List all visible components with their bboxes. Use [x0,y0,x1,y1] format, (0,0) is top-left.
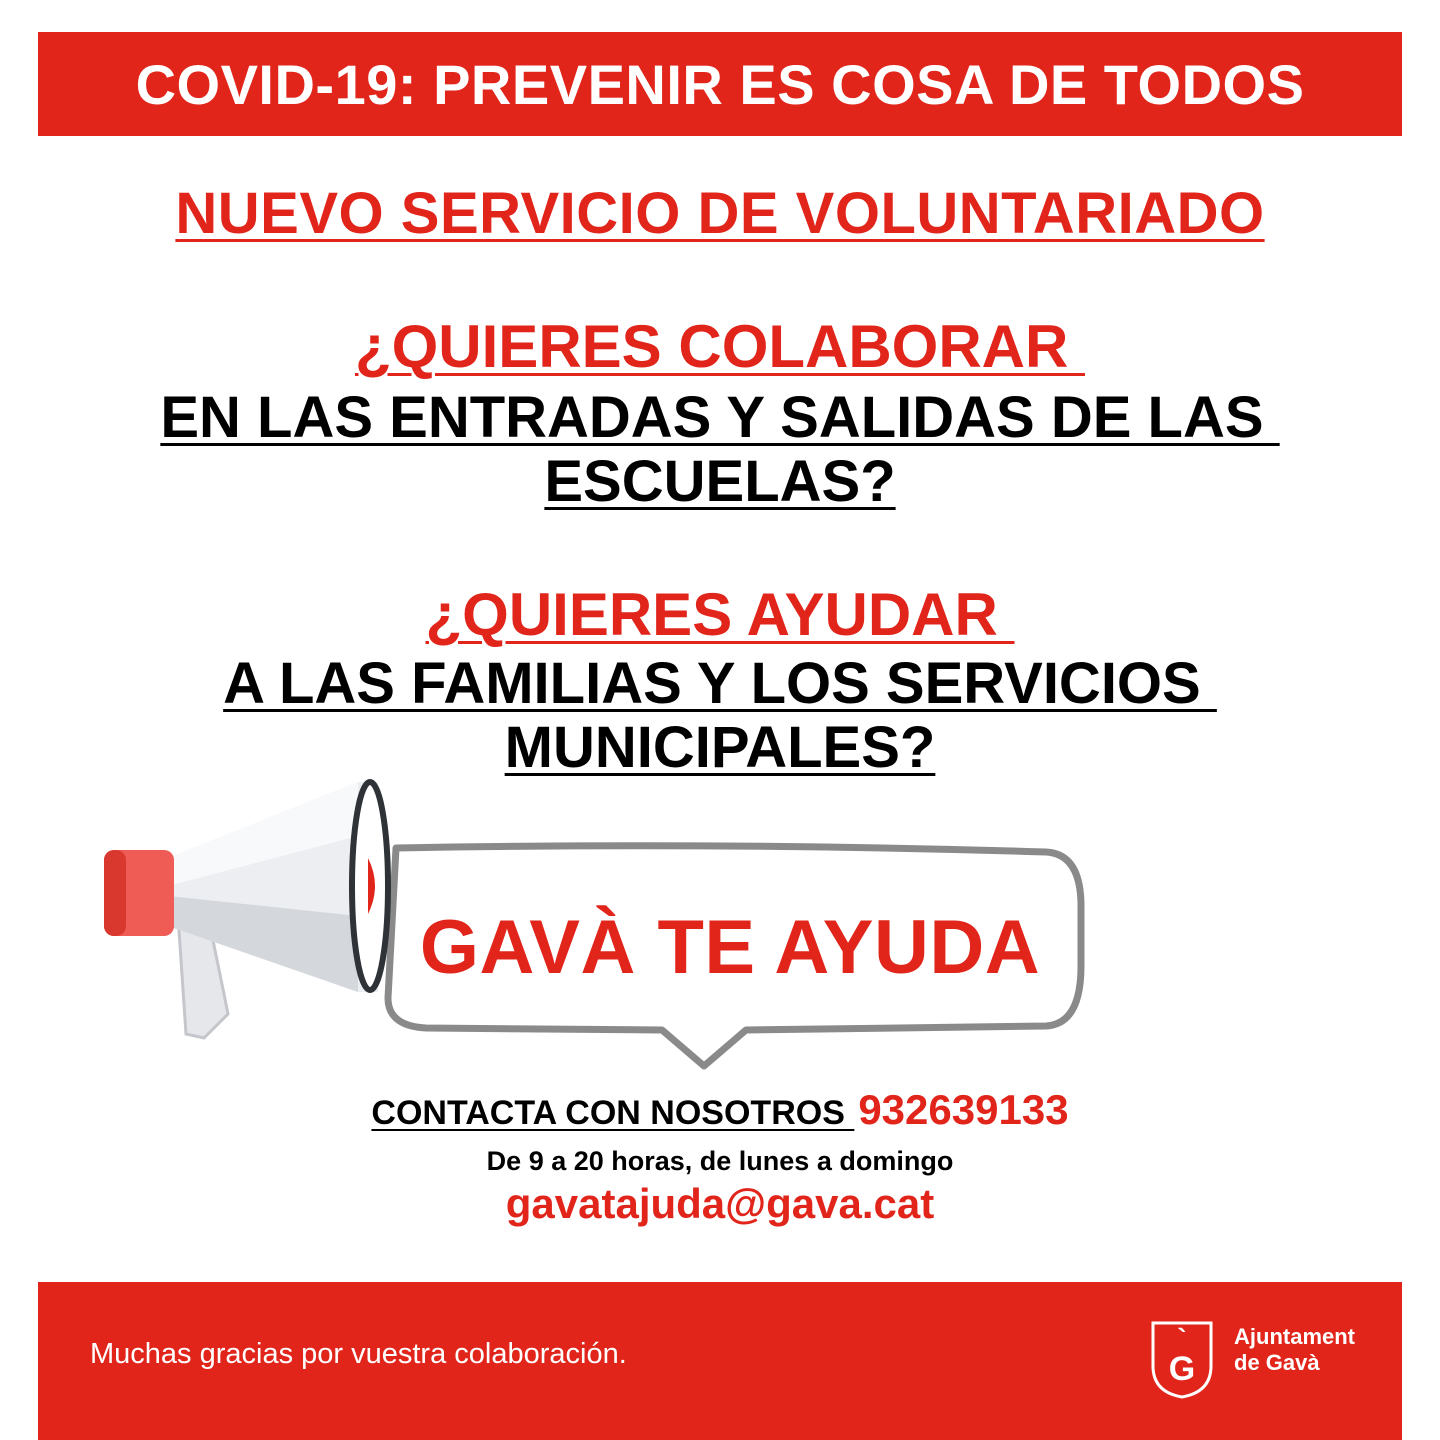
question1-heading [0,312,1440,381]
question2-line2-text: MUNICIPALES? [504,715,936,780]
logo-accent: ` [1177,1323,1187,1354]
banner-title: COVID-19: PREVENIR ES COSA DE TODOS [135,52,1305,116]
contact-line [0,1086,1440,1134]
question2-line2 [0,714,1440,781]
shield-logo-icon [1150,1320,1214,1400]
question2-heading [0,580,1440,649]
contact-label: CONTACTA CON NOSOTROS [371,1094,855,1132]
question1-line1-text: EN LAS ENTRADAS Y SALIDAS DE LAS [160,385,1280,450]
service-title [0,180,1440,247]
contact-phone[interactable]: 932639133 [858,1086,1069,1133]
megaphone-red-cap-shade [104,850,126,936]
question2-line1-text: A LAS FAMILIAS Y LOS SERVICIOS [223,651,1217,716]
logo-text [1234,1324,1355,1376]
question1-line1 [0,384,1440,451]
question2-line1 [0,650,1440,717]
thanks-text: Muchas gracias por vuestra colaboración. [90,1338,627,1370]
ajuntament-logo [1150,1320,1355,1400]
question1-line2-text: ESCUELAS? [544,449,896,514]
bottom-banner [38,1282,1402,1440]
logo-glyph: G [1168,1350,1196,1388]
bubble-text: GAVÀ TE AYUDA [419,905,1041,990]
top-banner [38,32,1402,136]
service-title-text: NUEVO SERVICIO DE VOLUNTARIADO [175,181,1265,246]
contact-hours: De 9 a 20 horas, de lunes a domingo [486,1146,954,1176]
question1-heading-text: ¿QUIERES COLABORAR [354,313,1086,380]
question2-heading-text: ¿QUIERES AYUDAR [425,581,1015,648]
logo-line1: Ajuntament [1234,1324,1355,1349]
logo-line2: de Gavà [1234,1350,1320,1375]
contact-email[interactable]: gavatajuda@gava.cat [505,1180,935,1227]
question1-line2 [0,448,1440,515]
